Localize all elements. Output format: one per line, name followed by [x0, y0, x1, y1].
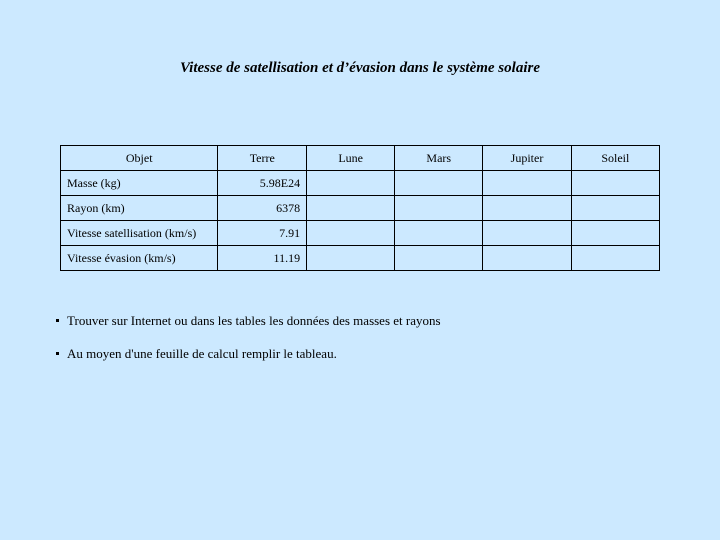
row-label: Masse (kg)	[61, 171, 218, 196]
table-row	[61, 196, 660, 221]
row-label: Rayon (km)	[61, 196, 218, 221]
header-cell: Objet	[61, 146, 218, 171]
table-cell	[307, 221, 395, 246]
slide-title: Vitesse de satellisation et d’évasion dans le système solaire	[180, 60, 540, 76]
table-cell	[307, 171, 395, 196]
table-cell	[483, 221, 571, 246]
data-table	[60, 145, 660, 271]
bullet-list	[56, 313, 441, 379]
table-cell	[307, 246, 395, 271]
table-cell	[395, 221, 483, 246]
table-cell: 6378	[218, 196, 307, 221]
table-cell	[395, 246, 483, 271]
table-cell	[483, 171, 571, 196]
table-cell	[571, 196, 659, 221]
bullet-item	[56, 313, 441, 346]
table-cell	[395, 196, 483, 221]
table-cell	[571, 246, 659, 271]
table-row	[61, 221, 660, 246]
table-cell	[571, 221, 659, 246]
header-cell: Mars	[395, 146, 483, 171]
table-cell	[483, 196, 571, 221]
row-label: Vitesse satellisation (km/s)	[61, 221, 218, 246]
table-row	[61, 246, 660, 271]
table-header-row	[61, 146, 660, 171]
bullet-text: Au moyen d'une feuille de calcul remplir le tableau.	[67, 346, 337, 361]
table-row	[61, 171, 660, 196]
table-cell	[307, 196, 395, 221]
table-cell: 11.19	[218, 246, 307, 271]
table-cell	[571, 171, 659, 196]
table-cell	[395, 171, 483, 196]
header-cell: Jupiter	[483, 146, 571, 171]
bullet-text: Trouver sur Internet ou dans les tables les données des masses et rayons	[67, 313, 441, 328]
bullet-icon	[56, 319, 59, 322]
bullet-icon	[56, 352, 59, 355]
table-cell: 7.91	[218, 221, 307, 246]
bullet-item	[56, 346, 441, 379]
row-label: Vitesse évasion (km/s)	[61, 246, 218, 271]
header-cell: Lune	[307, 146, 395, 171]
header-cell: Terre	[218, 146, 307, 171]
header-cell: Soleil	[571, 146, 659, 171]
table-cell	[483, 246, 571, 271]
table-cell: 5.98E24	[218, 171, 307, 196]
